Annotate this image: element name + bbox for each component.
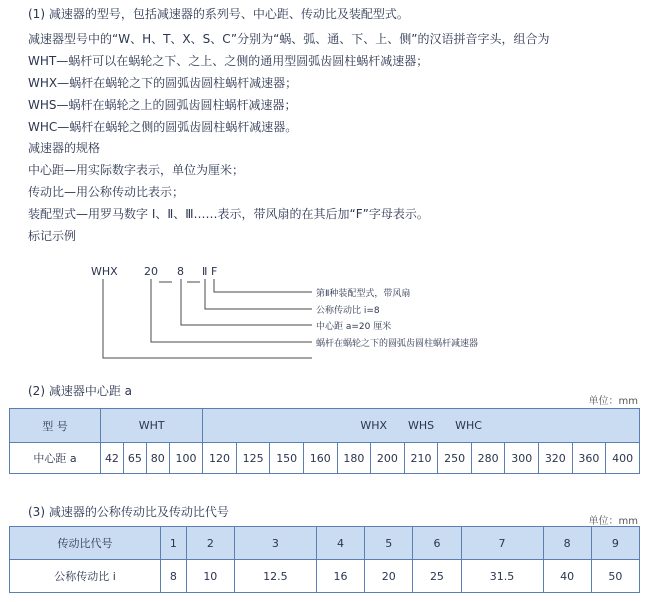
intro-line: 减速器的规格 [28,141,101,155]
ratio-code: 7 [461,527,543,560]
nominal-ratio-value: 20 [365,560,413,593]
ratio-code: 1 [161,527,187,560]
section3-unit: 单位：mm [588,516,638,527]
intro-line: WHS—蜗杆在蜗轮之上的圆弧齿圆柱蜗杆减速器； [28,98,297,112]
code-assembly: Ⅱ [202,265,208,278]
ratio-table [9,526,640,593]
ratio-code: 2 [186,527,234,560]
center-distance-value: 42 [101,443,124,474]
center-distance-value: 360 [572,443,606,474]
center-distance-value: 400 [606,443,640,474]
code-center: 20 [144,265,158,278]
header-model-label: 型 号 [10,409,101,443]
center-distance-value: 150 [270,443,304,474]
nominal-ratio-value: 16 [316,560,364,593]
code-series: WHX [91,265,118,278]
section2-unit: 单位：mm [588,396,638,407]
intro-line: 减速器型号中的“W、H、T、X、S、C”分别为“蜗、弧、通、下、上、侧”的汉语拼音字头，组合为 [28,32,550,46]
nominal-ratio-value: 12.5 [234,560,316,593]
nominal-ratio-value: 10 [186,560,234,593]
section2-title: (2) 减速器中心距 a [28,384,132,398]
center-distance-value: 120 [203,443,237,474]
center-distance-table [9,408,640,474]
note-center: 中心距 a=20 厘米 [316,322,392,332]
ratio-code: 5 [365,527,413,560]
header-ratio-code-label: 传动比代号 [10,527,161,560]
table-header-row [10,527,640,560]
intro-line: 标记示例 [28,229,77,243]
center-distance-value: 125 [236,443,270,474]
ratio-code: 3 [234,527,316,560]
intro-line: WHX—蜗杆在蜗轮之下的圆弧齿圆柱蜗杆减速器； [28,76,298,90]
center-distance-value: 100 [169,443,203,474]
nominal-ratio-value: 40 [543,560,591,593]
table-row [10,443,640,474]
center-distance-value: 250 [438,443,472,474]
ratio-code: 9 [591,527,639,560]
intro-line: 传动比—用公称传动比表示； [28,185,185,199]
nominal-ratio-value: 8 [161,560,187,593]
section3-title: (3) 减速器的公称传动比及传动比代号 [28,505,229,519]
center-distance-value: 210 [404,443,438,474]
code-fan: F [211,265,218,278]
nominal-ratio-value: 25 [413,560,461,593]
center-distance-value: 80 [146,443,169,474]
note-ratio: 公称传动比 i=8 [316,306,380,316]
intro-line: (1) 减速器的型号，包括减速器的系列号、中心距、传动比及装配型式。 [28,7,409,21]
center-distance-value: 65 [123,443,146,474]
table-row [10,560,640,593]
header-group-whx-whs-whc: WHX WHS WHC [203,409,640,443]
center-distance-value: 280 [471,443,505,474]
center-distance-value: 320 [539,443,573,474]
ratio-code: 6 [413,527,461,560]
note-series: 蜗杆在蜗轮之下的圆弧齿圆柱蜗杆减速器 [316,339,479,349]
center-distance-value: 200 [371,443,405,474]
center-distance-value: 180 [337,443,371,474]
intro-line: WHT—蜗杆可以在蜗轮之下、之上、之侧的通用型圆弧齿圆柱蜗杆减速器； [28,54,429,68]
nominal-ratio-value: 50 [591,560,639,593]
ratio-code: 4 [316,527,364,560]
code-ratio: 8 [177,265,184,278]
center-distance-value: 160 [303,443,337,474]
table-header-row [10,409,640,443]
row-label-nominal-ratio: 公称传动比 i [10,560,161,593]
intro-line: 中心距—用实际数字表示，单位为厘米； [28,163,245,177]
intro-line: 装配型式—用罗马数字 Ⅰ、Ⅱ、Ⅲ……表示，带风扇的在其后加“F”字母表示。 [28,207,429,221]
ratio-code: 8 [543,527,591,560]
header-group-wht: WHT [101,409,203,443]
row-label-center-distance: 中心距 a [10,443,101,474]
nominal-ratio-value: 31.5 [461,560,543,593]
note-assembly: 第Ⅱ种装配型式，带风扇 [316,289,411,299]
intro-line: WHC—蜗杆在蜗轮之侧的圆弧齿圆柱蜗杆减速器。 [28,120,298,134]
center-distance-value: 300 [505,443,539,474]
